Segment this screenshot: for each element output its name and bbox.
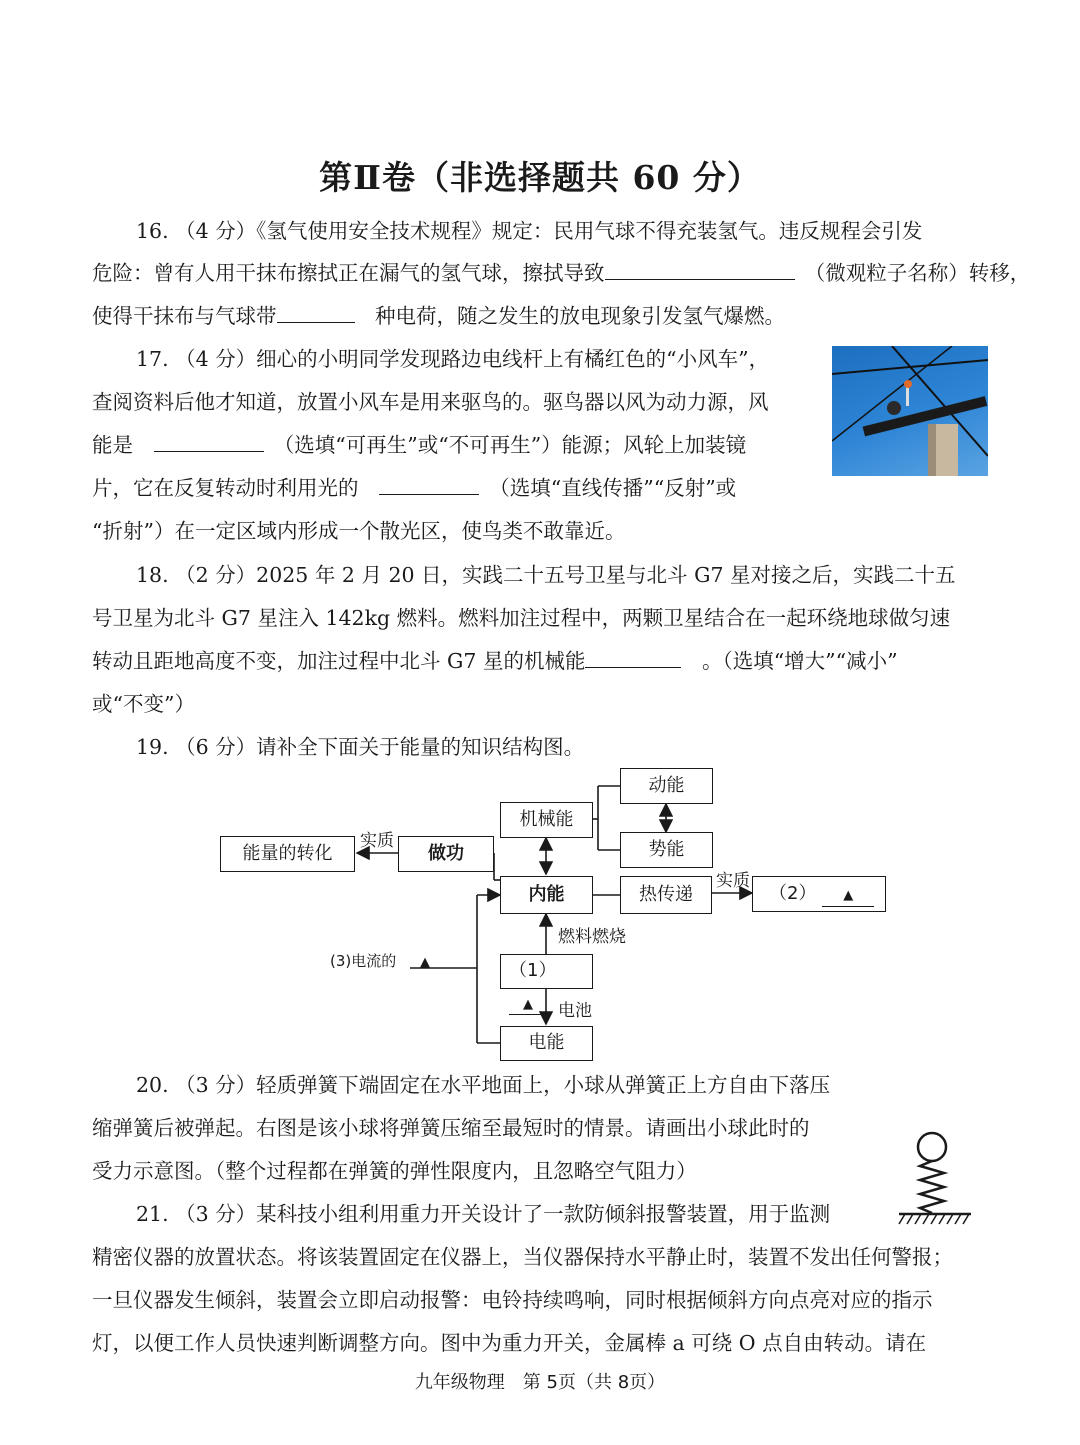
q19-line-1: 19. （6 分）请补全下面关于能量的知识结构图。: [136, 735, 585, 759]
box-energy-conversion: 能量的转化: [220, 836, 355, 872]
section-title: 第Ⅱ卷（非选择题共 60 分）: [319, 158, 761, 197]
q16-line-2: 危险：曾有人用干抹布擦拭正在漏气的氢气球，擦拭导致 （微观粒子名称）转移，: [92, 261, 1031, 285]
box-electric-energy: 电能: [500, 1026, 593, 1061]
spring-ball-figure: [895, 1128, 975, 1228]
box-mechanical-energy: 机械能: [500, 802, 593, 838]
page-footer: 九年级物理 第 5页（共 8页）: [414, 1372, 666, 1393]
box-kinetic-energy: 动能: [620, 768, 713, 804]
q21-line-3: 一旦仪器发生倾斜，装置会立即启动报警：电铃持续鸣响，同时根据倾斜方向点亮对应的指示: [92, 1288, 933, 1312]
q20-line-2: 缩弹簧后被弹起。右图是该小球将弹簧压缩至最短时的情景。请画出小球此时的: [92, 1116, 810, 1140]
label-essence-right: 实质: [716, 871, 750, 891]
q17-line-4: 片，它在反复转动时利用光的 （选填“直线传播”“反射”或: [92, 476, 737, 500]
box-heat-transfer: 热传递: [620, 876, 712, 914]
q21-line-4: 灯，以便工作人员快速判断调整方向。图中为重力开关，金属棒 a 可绕 O 点自由转动。请在: [92, 1331, 927, 1355]
box-potential-energy: 势能: [620, 832, 713, 868]
q17-line-3: 能是 （选填“可再生”或“不可再生”）能源；风轮上加装镜: [92, 433, 747, 457]
q18-line-2: 号卫星为北斗 G7 星注入 142kg 燃料。燃料加注过程中，两颗卫星结合在一起环绕地球做匀速: [92, 606, 951, 630]
label-essence-left: 实质: [360, 831, 394, 851]
q18-line-4: 或“不变”）: [92, 692, 195, 716]
ball: [918, 1133, 946, 1161]
q16-line-3: 使得干抹布与气球带 种电荷，随之发生的放电现象引发氢气爆燃。: [92, 304, 785, 328]
q18-line-1: 18. （2 分）2025 年 2 月 20 日，实践二十五号卫星与北斗 G7 星对接之后，实践二十五: [136, 563, 956, 587]
spring: [920, 1161, 944, 1213]
answer-blank[interactable]: [401, 952, 449, 970]
box-internal-energy: 内能: [500, 876, 593, 914]
label-battery: 电池: [558, 1001, 592, 1021]
q16-line-1: 16. （4 分）《氢气使用安全技术规程》规定：民用气球不得充装氢气。违反规程会引发: [136, 219, 923, 243]
q17-line-1: 17. （4 分）细心的小明同学发现路边电线杆上有橘红色的“小风车”，: [136, 347, 770, 371]
q20-line-1: 20. （3 分）轻质弹簧下端固定在水平地面上，小球从弹簧正上方自由下落压: [136, 1073, 831, 1097]
box-blank-1: （1） ▲: [500, 954, 593, 989]
answer-blank[interactable]: [509, 994, 547, 1015]
q17-line-2: 查阅资料后他才知道，放置小风车是用来驱鸟的。驱鸟器以风为动力源，风: [92, 390, 769, 414]
answer-blank[interactable]: [822, 884, 874, 907]
triangle-marker: ▲: [843, 888, 854, 903]
q20-line-3: 受力示意图。（整个过程都在弹簧的弹性限度内，且忽略空气阻力）: [92, 1159, 697, 1183]
q17-line-5: “折射”）在一定区域内形成一个散光区，使鸟类不敢靠近。: [92, 519, 626, 543]
box-work: 做功: [398, 836, 494, 872]
box-blank-2: （2） ▲: [752, 876, 886, 912]
label-blank-3: (3)电流的 ▲: [330, 950, 449, 971]
triangle-marker: ▲: [420, 955, 431, 970]
q21-line-1: 21. （3 分）某科技小组利用重力开关设计了一款防倾斜报警装置，用于监测: [136, 1202, 831, 1226]
label-fuel-burning: 燃料燃烧: [558, 927, 626, 947]
q18-line-3: 转动且距地高度不变，加注过程中北斗 G7 星的机械能 。（选填“增大”“减小”: [92, 649, 898, 673]
triangle-marker: ▲: [523, 997, 533, 1012]
q21-line-2: 精密仪器的放置状态。将该装置固定在仪器上，当仪器保持水平静止时，装置不发出任何警报；: [92, 1245, 953, 1269]
